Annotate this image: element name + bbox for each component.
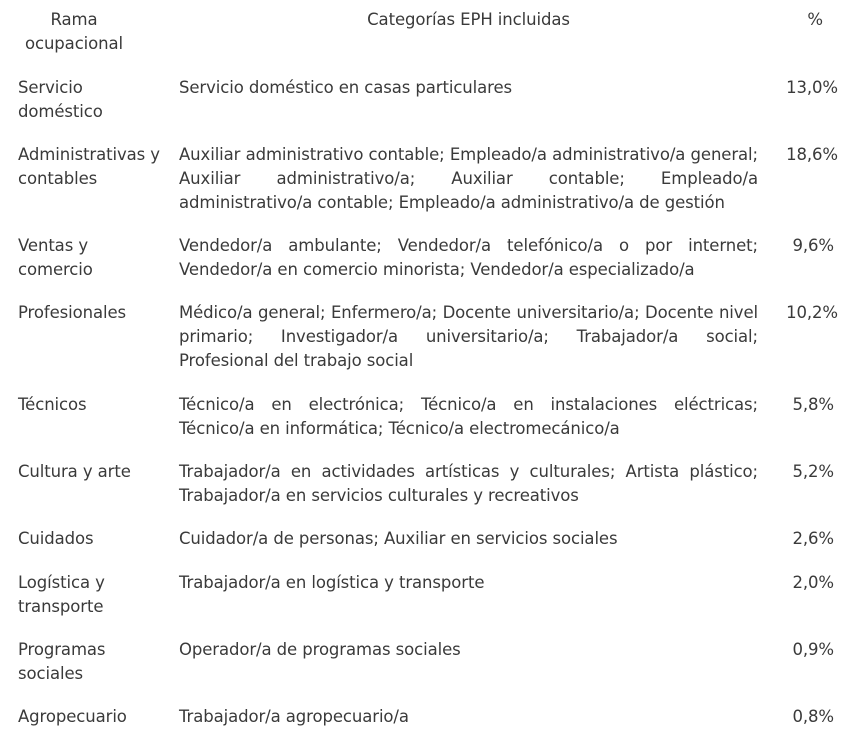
row-rama: Profesionales <box>18 303 127 322</box>
row-pct: 0,8% <box>792 707 834 726</box>
row-pct: 2,6% <box>792 529 834 548</box>
row-categorias: Técnico/a en electrónica; Técnico/a en instalaciones eléctricas; Técnico/a en informática; Técnico/a electromecánico/a <box>179 395 758 438</box>
row-categorias: Trabajador/a agropecuario/a <box>179 707 409 726</box>
row-rama: Servicio doméstico <box>18 78 103 121</box>
row-pct: 18,6% <box>786 145 838 164</box>
row-pct: 2,0% <box>792 573 834 592</box>
row-categorias: Vendedor/a ambulante; Vendedor/a telefónico/a o por internet; Vendedor/a en comercio minorista; Vendedor/a especializado/a <box>179 236 758 279</box>
row-categorias: Cuidador/a de personas; Auxiliar en servicios sociales <box>179 529 618 548</box>
row-categorias: Médico/a general; Enfermero/a; Docente universitario/a; Docente nivel primario; Investigador/a universitario/a; Trabajador/a social; Profesional del trabajo social <box>179 303 758 370</box>
row-rama: Ventas y comercio <box>18 236 93 279</box>
row-pct: 5,8% <box>792 395 834 414</box>
row-pct: 5,2% <box>792 462 834 481</box>
row-rama: Administrativas y contables <box>18 145 160 188</box>
row-rama: Cuidados <box>18 529 94 548</box>
row-categorias: Trabajador/a en actividades artísticas y culturales; Artista plástico; Trabajador/a en servicios culturales y recreativos <box>179 462 758 505</box>
row-rama: Logística y transporte <box>18 573 105 616</box>
row-categorias: Operador/a de programas sociales <box>179 640 461 659</box>
row-categorias: Trabajador/a en logística y transporte <box>179 573 485 592</box>
header-categorias: Categorías EPH incluidas <box>367 10 570 29</box>
row-categorias: Auxiliar administrativo contable; Empleado/a administrativo/a general; Auxiliar administrativo/a; Auxiliar contable; Empleado/a administrativo/a contable; Empleado/a administrativo/a de gestión <box>179 145 758 212</box>
row-pct: 13,0% <box>786 78 838 97</box>
row-rama: Agropecuario <box>18 707 127 726</box>
header-rama: Rama ocupacional <box>24 10 123 53</box>
header-pct: % <box>807 10 823 29</box>
row-pct: 10,2% <box>786 303 838 322</box>
row-rama: Técnicos <box>18 395 87 414</box>
row-rama: Programas sociales <box>18 640 106 683</box>
row-rama: Cultura y arte <box>18 462 131 481</box>
row-pct: 0,9% <box>792 640 834 659</box>
row-categorias: Servicio doméstico en casas particulares <box>179 78 513 97</box>
row-pct: 9,6% <box>792 236 834 255</box>
